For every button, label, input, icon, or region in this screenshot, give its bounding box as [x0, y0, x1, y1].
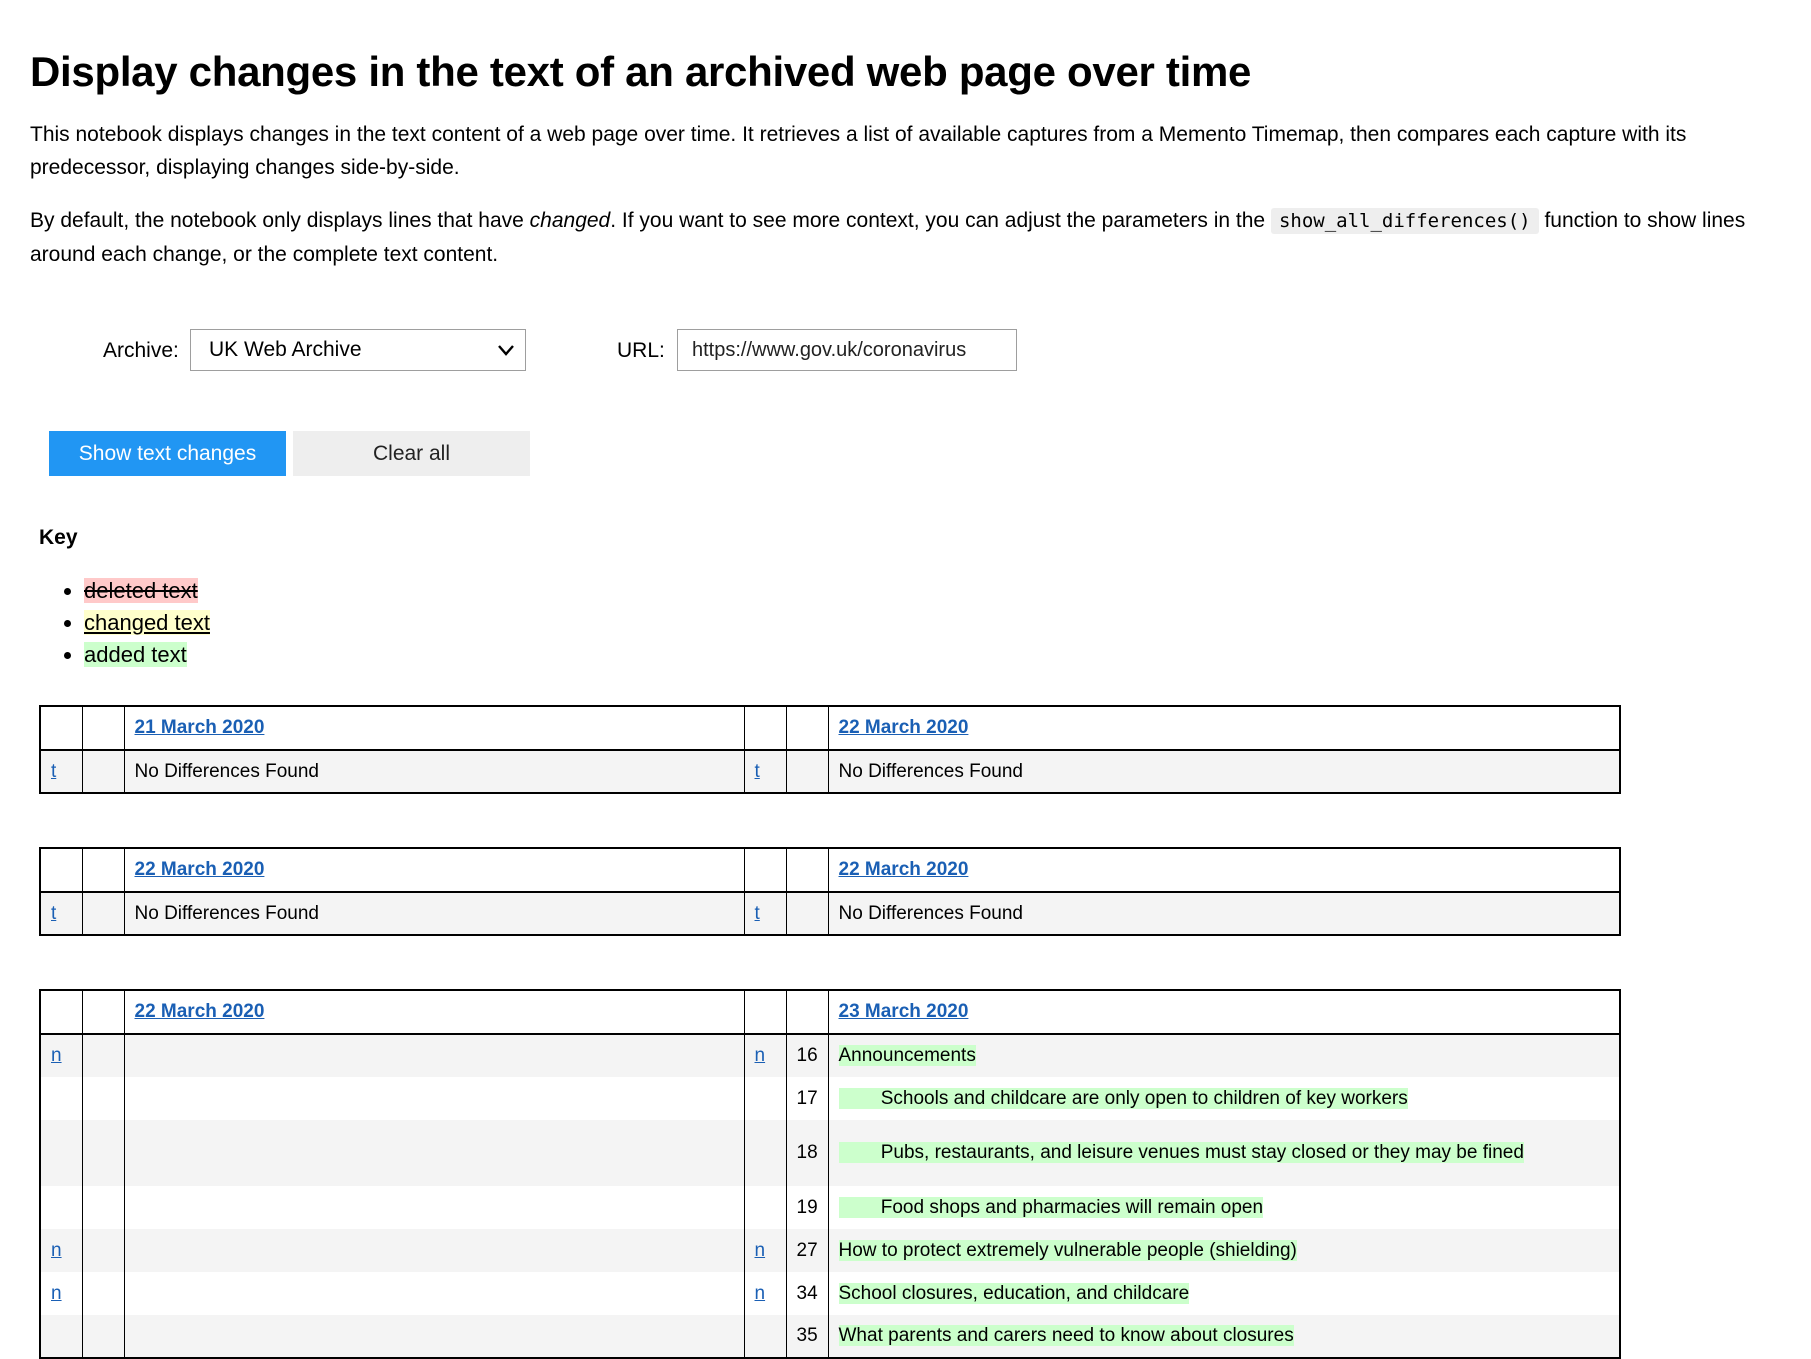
usage-text-start: By default, the notebook only displays lines that have — [30, 209, 530, 232]
chevron-down-icon — [497, 341, 515, 359]
archive-label: Archive: — [103, 339, 179, 362]
diff-rows — [40, 1034, 1620, 1358]
usage-paragraph — [30, 204, 1770, 271]
right-text-cell: No Differences Found — [828, 892, 1620, 935]
header-left-date — [124, 848, 744, 892]
added-line: How to protect extremely vulnerable people (shielding) — [838, 1239, 1297, 1261]
table-header-row — [40, 990, 1620, 1034]
next-link[interactable]: n — [754, 1045, 766, 1066]
header-linenum-cell — [82, 706, 124, 750]
next-link[interactable]: n — [754, 1282, 766, 1304]
header-linenum-cell — [82, 848, 124, 892]
line-number-cell — [82, 892, 124, 935]
url-label: URL: — [617, 339, 665, 362]
changed-text-sample: changed text — [84, 610, 210, 635]
nav-cell — [40, 1120, 82, 1186]
added-line: Pubs, restaurants, and leisure venues must stay closed or they may be fined — [838, 1142, 1524, 1163]
emphasis-changed: changed — [529, 209, 611, 232]
diff-table-2 — [39, 847, 1621, 936]
right-date-link[interactable]: 23 March 2020 — [838, 1001, 969, 1022]
next-link[interactable]: n — [51, 1045, 62, 1066]
nav-cell — [40, 1186, 82, 1229]
right-text-cell — [828, 1229, 1620, 1272]
page-title: Display changes in the text of an archived web page over time — [30, 48, 1252, 95]
right-text-cell — [828, 1077, 1620, 1120]
header-right-date — [828, 706, 1620, 750]
header-linenum-cell — [82, 990, 124, 1034]
left-date-link[interactable]: 21 March 2020 — [134, 717, 265, 738]
line-number-cell — [82, 1077, 124, 1120]
header-left-date — [124, 706, 744, 750]
line-number-cell — [786, 750, 828, 793]
left-text-cell — [124, 1120, 744, 1186]
table-header-row — [40, 706, 1620, 750]
archive-selected-value: UK Web Archive — [209, 338, 362, 361]
line-number-cell: 35 — [786, 1315, 828, 1358]
left-text-cell: No Differences Found — [124, 892, 744, 935]
top-link[interactable]: t — [754, 902, 760, 924]
right-text-cell — [828, 1272, 1620, 1315]
left-date-link[interactable]: 22 March 2020 — [134, 1001, 265, 1022]
key-list — [56, 575, 210, 671]
table-row — [40, 750, 1620, 793]
header-linenum-cell — [786, 990, 828, 1034]
url-input[interactable] — [677, 329, 1017, 371]
line-number-cell: 17 — [786, 1077, 828, 1120]
line-number-cell — [82, 1315, 124, 1358]
nav-cell — [40, 1315, 82, 1358]
next-link[interactable]: n — [754, 1239, 766, 1261]
header-next-cell — [744, 848, 786, 892]
line-number-cell: 27 — [786, 1229, 828, 1272]
left-text-cell — [124, 1077, 744, 1120]
table-row — [40, 1186, 1620, 1229]
intro-paragraph: This notebook displays changes in the text content of a web page over time. It retrieves a list of available captures from a Memento Timemap, then compares each capture with its predecessor, displaying changes side-by-side. — [30, 123, 1687, 179]
table-row — [40, 892, 1620, 935]
diff-table-3 — [39, 989, 1621, 1359]
line-number-cell — [82, 1272, 124, 1315]
header-left-date — [124, 990, 744, 1034]
key-item-changed — [84, 607, 210, 639]
added-line: Announcements — [838, 1045, 976, 1066]
nav-cell — [40, 1034, 82, 1077]
right-text-cell — [828, 1120, 1620, 1186]
header-next-cell — [744, 706, 786, 750]
right-text-cell — [828, 1315, 1620, 1358]
header-next-cell — [744, 990, 786, 1034]
function-name-code: show_all_differences() — [1271, 208, 1539, 234]
right-date-link[interactable]: 22 March 2020 — [838, 717, 969, 738]
left-text-cell — [124, 1315, 744, 1358]
added-line: Food shops and pharmacies will remain open — [838, 1196, 1264, 1218]
nav-cell — [744, 1120, 786, 1186]
table-row — [40, 1120, 1620, 1186]
line-number-cell: 16 — [786, 1034, 828, 1077]
added-text-sample: added text — [84, 642, 187, 667]
nav-cell — [40, 892, 82, 935]
key-heading: Key — [39, 526, 78, 549]
nav-cell — [744, 1315, 786, 1358]
table-header-row — [40, 848, 1620, 892]
left-text-cell: No Differences Found — [124, 750, 744, 793]
added-line: What parents and carers need to know about closures — [838, 1325, 1294, 1346]
table-row — [40, 1034, 1620, 1077]
right-date-link[interactable]: 22 March 2020 — [838, 859, 969, 880]
added-line: School closures, education, and childcare — [838, 1282, 1190, 1304]
line-number-cell — [82, 1034, 124, 1077]
table-row — [40, 1272, 1620, 1315]
header-next-cell — [40, 706, 82, 750]
left-text-cell — [124, 1034, 744, 1077]
table-row — [40, 1077, 1620, 1120]
line-number-cell — [82, 1186, 124, 1229]
archive-select[interactable] — [190, 329, 526, 371]
right-text-cell — [828, 1186, 1620, 1229]
line-number-cell: 19 — [786, 1186, 828, 1229]
left-text-cell — [124, 1186, 744, 1229]
usage-text-middle: . If you want to see more context, you can adjust the parameters in the — [610, 209, 1271, 232]
right-text-cell: No Differences Found — [828, 750, 1620, 793]
next-link[interactable]: n — [51, 1282, 62, 1304]
table-row — [40, 1229, 1620, 1272]
line-number-cell — [82, 750, 124, 793]
show-text-changes-button[interactable]: Show text changes — [49, 431, 286, 476]
top-link[interactable]: t — [51, 902, 57, 924]
header-linenum-cell — [786, 706, 828, 750]
next-link[interactable]: n — [51, 1239, 62, 1261]
key-item-deleted — [84, 575, 210, 607]
header-next-cell — [40, 990, 82, 1034]
key-item-added — [84, 639, 210, 671]
left-text-cell — [124, 1229, 744, 1272]
right-text-cell — [828, 1034, 1620, 1077]
nav-cell — [744, 750, 786, 793]
nav-cell — [744, 892, 786, 935]
header-right-date — [828, 848, 1620, 892]
diff-table-1 — [39, 705, 1621, 794]
nav-cell — [744, 1077, 786, 1120]
nav-cell — [40, 1272, 82, 1315]
line-number-cell — [82, 1120, 124, 1186]
header-right-date — [828, 990, 1620, 1034]
left-date-link[interactable]: 22 March 2020 — [134, 859, 265, 880]
nav-cell — [744, 1229, 786, 1272]
line-number-cell: 34 — [786, 1272, 828, 1315]
added-line: Schools and childcare are only open to children of key workers — [838, 1087, 1408, 1109]
nav-cell — [744, 1034, 786, 1077]
line-number-cell: 18 — [786, 1120, 828, 1186]
table-row — [40, 1315, 1620, 1358]
usage-text-end: function to show lines around each change, or the complete text content. — [30, 209, 1746, 266]
deleted-text-sample: deleted text — [84, 578, 198, 603]
clear-all-button[interactable]: Clear all — [293, 431, 530, 476]
nav-cell — [40, 1229, 82, 1272]
header-next-cell — [40, 848, 82, 892]
top-link[interactable]: t — [51, 760, 57, 782]
left-text-cell — [124, 1272, 744, 1315]
line-number-cell — [786, 892, 828, 935]
header-linenum-cell — [786, 848, 828, 892]
top-link[interactable]: t — [754, 760, 760, 782]
line-number-cell — [82, 1229, 124, 1272]
nav-cell — [744, 1272, 786, 1315]
nav-cell — [40, 750, 82, 793]
nav-cell — [40, 1077, 82, 1120]
nav-cell — [744, 1186, 786, 1229]
